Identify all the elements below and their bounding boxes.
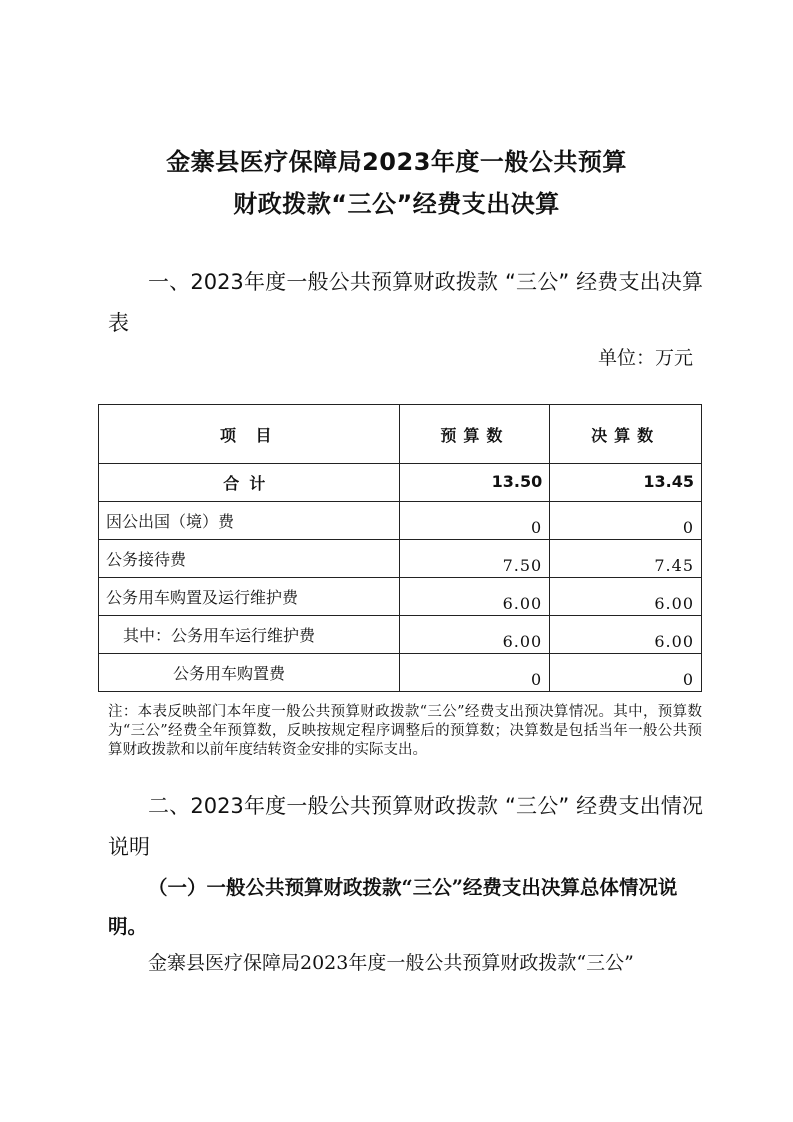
table-row — [99, 540, 702, 578]
row-final: 0 — [550, 502, 702, 540]
header-budget: 预算数 — [400, 405, 550, 464]
subsection1-heading: （一）一般公共预算财政拨款“三公”经费支出决算总体情况说明。 — [108, 876, 678, 938]
row-final: 6.00 — [550, 578, 702, 616]
row-label: 公务用车购置及运行维护费 — [99, 578, 400, 616]
row-label: 公务用车购置费 — [99, 654, 400, 692]
document-title-line1: 金寨县医疗保障局2023年度一般公共预算 — [166, 148, 627, 176]
row-budget: 6.00 — [400, 578, 550, 616]
three-public-expenditure-table — [98, 404, 702, 692]
row-label: 因公出国（境）费 — [99, 502, 400, 540]
table-row — [99, 502, 702, 540]
row-budget: 6.00 — [400, 616, 550, 654]
row-final: 7.45 — [550, 540, 702, 578]
header-item: 项 目 — [99, 405, 400, 464]
section1-heading: 一、2023年度一般公共预算财政拨款 “三公” 经费支出决算表 — [108, 270, 703, 335]
row-final: 13.45 — [550, 464, 702, 502]
table-note: 注：本表反映部门本年度一般公共预算财政拨款“三公”经费支出预决算情况。其中，预算数为“三公”经费全年预算数，反映按规定程序调整后的预算数；决算数是包括当年一般公共预算财政拨款和以前年度结转资金安排的实际支出。 — [108, 704, 702, 758]
row-budget: 0 — [400, 502, 550, 540]
unit-label: 单位：万元 — [597, 347, 693, 369]
table-row-total — [99, 464, 702, 502]
row-label: 合计 — [99, 464, 400, 502]
row-final: 6.00 — [550, 616, 702, 654]
row-budget: 7.50 — [400, 540, 550, 578]
row-budget: 13.50 — [400, 464, 550, 502]
row-budget: 0 — [400, 654, 550, 692]
row-final: 0 — [550, 654, 702, 692]
table-row — [99, 616, 702, 654]
body-paragraph: 金寨县医疗保障局2023年度一般公共预算财政拨款“三公” — [148, 952, 634, 974]
header-final: 决算数 — [550, 405, 702, 464]
document-title-line2: 财政拨款“三公”经费支出决算 — [233, 190, 560, 218]
row-label: 公务接待费 — [99, 540, 400, 578]
section2-heading: 二、2023年度一般公共预算财政拨款 “三公” 经费支出情况说明 — [108, 794, 703, 859]
table-header-row — [99, 405, 702, 464]
table-row — [99, 578, 702, 616]
table-row — [99, 654, 702, 692]
row-label: 其中：公务用车运行维护费 — [99, 616, 400, 654]
